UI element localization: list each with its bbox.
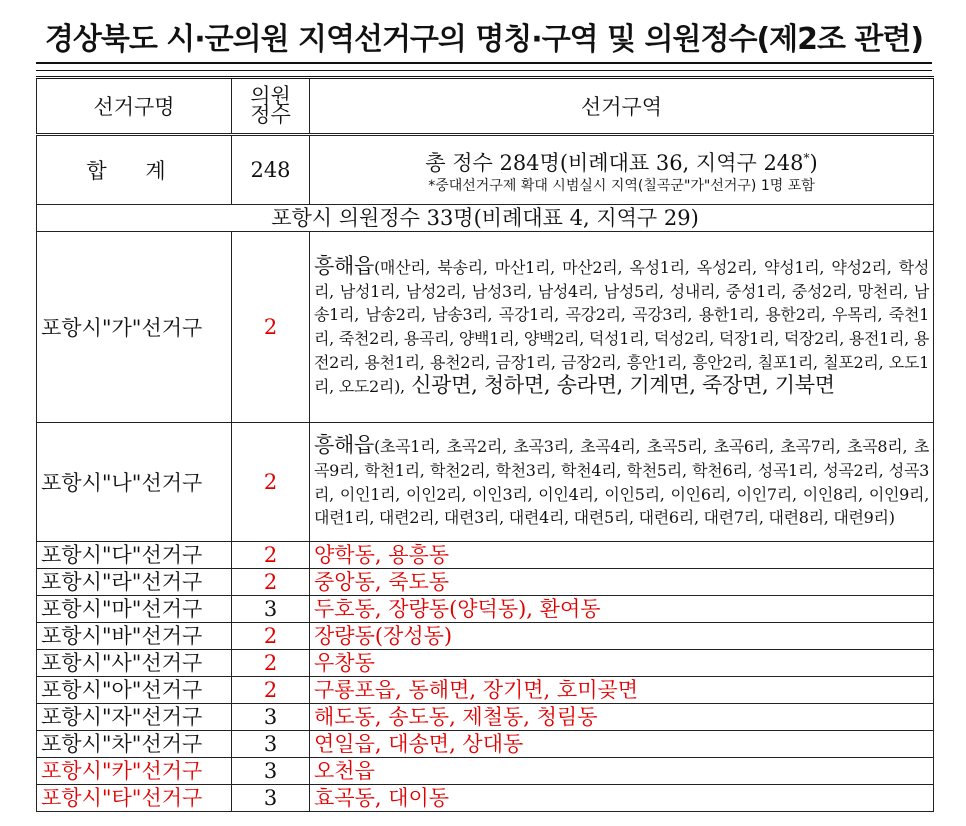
district-seats: 2 bbox=[232, 569, 310, 596]
district-area: 구룡포읍, 동해면, 장기면, 호미곶면 bbox=[310, 677, 934, 704]
table-row bbox=[37, 569, 934, 596]
district-name: 포항시"자"선거구 bbox=[37, 704, 232, 731]
district-name: 포항시"라"선거구 bbox=[37, 569, 232, 596]
district-area: 연일읍, 대송면, 상대동 bbox=[310, 731, 934, 758]
district-area-town: 흥해읍 bbox=[314, 433, 374, 458]
district-area-villages: (초곡1리, 초곡2리, 초곡3리, 초곡4리, 초곡5리, 초곡6리, 초곡7리, 초곡8리, 초곡9리, 학천1리, 학천2리, 학천3리, 학천4리, 학천5리, 학천6리, 성곡1리, 성곡2리, 성곡3리, 이인1리, 이인2리, 이인3리, 이인4리, 이인5리, 이인6리, 이인7리, 이인8리, 이인9리, 대련1리, 대련2리, 대련3리, 대련4리, 대련5리, 대련6리, 대련7리, 대련8리, 대련9리) bbox=[314, 437, 929, 528]
district-area: 두호동, 장량동(양덕동), 환여동 bbox=[310, 596, 934, 623]
total-summary-text: 총 정수 284명(비례대표 36, 지역구 248 bbox=[425, 150, 804, 175]
district-name: 포항시"나"선거구 bbox=[37, 423, 232, 542]
total-note: *중대선거구제 확대 시범실시 지역(칠곡군"가"선거구) 1명 포함 bbox=[428, 177, 815, 194]
district-seats: 3 bbox=[232, 785, 310, 812]
table-row bbox=[37, 704, 934, 731]
district-seats: 2 bbox=[232, 623, 310, 650]
district-area: 오천읍 bbox=[310, 758, 934, 785]
district-area: 장량동(장성동) bbox=[310, 623, 934, 650]
district-name: 포항시"바"선거구 bbox=[37, 623, 232, 650]
total-summary bbox=[314, 145, 929, 176]
total-summary-close: ) bbox=[809, 150, 818, 175]
district-area: 중앙동, 죽도동 bbox=[310, 569, 934, 596]
table-row bbox=[37, 623, 934, 650]
district-name: 포항시"가"선거구 bbox=[37, 232, 232, 423]
header-seats bbox=[232, 78, 310, 135]
header-seats-line1: 의원 bbox=[250, 84, 291, 108]
header-seats-line2: 정수 bbox=[250, 103, 291, 127]
table-row bbox=[37, 731, 934, 758]
title-underline bbox=[36, 70, 932, 71]
district-seats: 3 bbox=[232, 596, 310, 623]
district-seats: 2 bbox=[232, 232, 310, 423]
table-header-row bbox=[37, 78, 934, 135]
district-area bbox=[310, 232, 934, 423]
district-area: 양학동, 용흥동 bbox=[310, 542, 934, 569]
total-summary-sup: * bbox=[803, 150, 810, 165]
total-row bbox=[37, 135, 934, 205]
district-seats: 2 bbox=[232, 423, 310, 542]
district-area bbox=[310, 423, 934, 542]
table-row bbox=[37, 758, 934, 785]
district-name: 포항시"다"선거구 bbox=[37, 542, 232, 569]
table-row bbox=[37, 423, 934, 542]
table-row bbox=[37, 542, 934, 569]
total-seats: 248 bbox=[232, 135, 310, 205]
city-header-row bbox=[37, 205, 934, 232]
table-row bbox=[37, 232, 934, 423]
page-title: 경상북도 시·군의원 지역선거구의 명칭·구역 및 의원정수(제2조 관련) bbox=[36, 20, 932, 64]
district-name: 포항시"마"선거구 bbox=[37, 596, 232, 623]
total-area bbox=[310, 135, 934, 205]
header-district-name: 선거구명 bbox=[37, 78, 232, 135]
district-seats: 2 bbox=[232, 542, 310, 569]
district-seats: 3 bbox=[232, 758, 310, 785]
district-name: 포항시"사"선거구 bbox=[37, 650, 232, 677]
district-name: 포항시"타"선거구 bbox=[37, 785, 232, 812]
district-name: 포항시"카"선거구 bbox=[37, 758, 232, 785]
table-row bbox=[37, 650, 934, 677]
table-row bbox=[37, 677, 934, 704]
district-area: 효곡동, 대이동 bbox=[310, 785, 934, 812]
district-area-town: 흥해읍 bbox=[314, 253, 374, 278]
district-seats: 2 bbox=[232, 650, 310, 677]
district-area: 우창동 bbox=[310, 650, 934, 677]
district-seats: 2 bbox=[232, 677, 310, 704]
district-name: 포항시"차"선거구 bbox=[37, 731, 232, 758]
district-table bbox=[36, 76, 934, 812]
total-label: 합 계 bbox=[37, 135, 232, 205]
table-row bbox=[37, 785, 934, 812]
district-area: 해도동, 송도동, 제철동, 청림동 bbox=[310, 704, 934, 731]
table-row bbox=[37, 596, 934, 623]
header-area: 선거구역 bbox=[310, 78, 934, 135]
district-area-tail: 신광면, 청하면, 송라면, 기계면, 죽장면, 기북면 bbox=[404, 373, 835, 398]
district-seats: 3 bbox=[232, 731, 310, 758]
district-name: 포항시"아"선거구 bbox=[37, 677, 232, 704]
district-area-villages: (매산리, 북송리, 마산1리, 마산2리, 옥성1리, 옥성2리, 약성1리, 약성2리, 학성리, 남성1리, 남성2리, 남성3리, 남성4리, 남성5리, 성내리, 중성1리, 중성2리, 망천리, 남송1리, 남송2리, 남송3리, 곡강1리, 곡강2리, 곡강3리, 용한1리, 용한2리, 우목리, 죽천1리, 죽천2리, 용곡리, 양백1리, 양백2리, 덕성1리, 덕성2리, 덕장1리, 덕장2리, 용전1리, 용전2리, 용천1리, 용천2리, 금장1리, 금장2리, 흥안1리, 흥안2리, 칠포1리, 칠포2리, 오도1리, 오도2리), bbox=[314, 257, 929, 397]
district-seats: 3 bbox=[232, 704, 310, 731]
city-header: 포항시 의원정수 33명(비례대표 4, 지역구 29) bbox=[37, 205, 934, 232]
